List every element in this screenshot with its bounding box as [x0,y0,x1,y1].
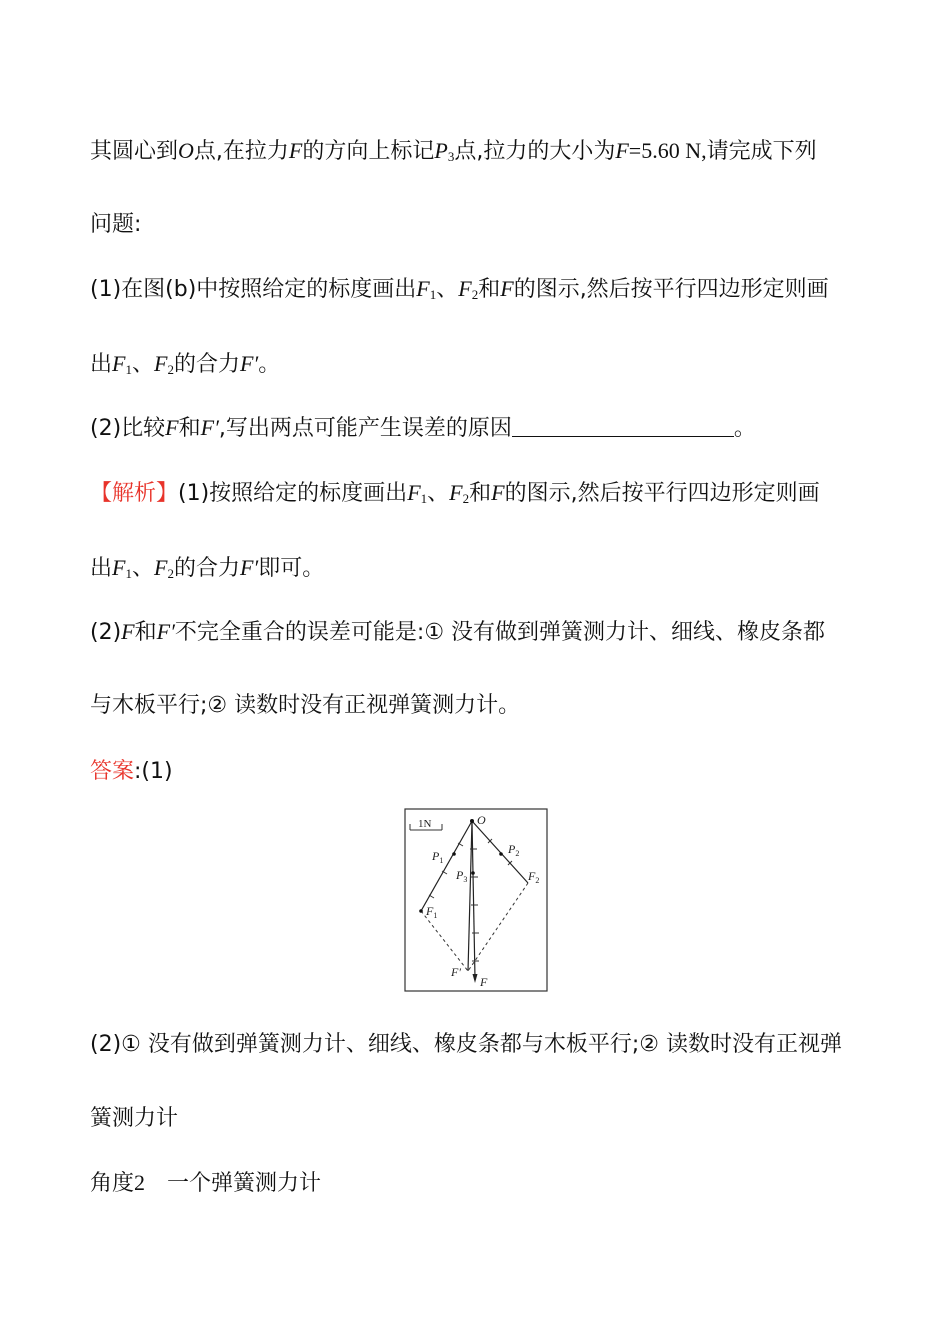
section-heading: 角度2 一个弹簧测力计 [90,1170,322,1196]
analysis-line-4: 与木板平行;② 读数时没有正视弹簧测力计。 [90,693,521,718]
label-f1: $F_1$ [426,904,438,920]
answer-line: 答案:(1) [90,759,173,784]
analysis-tag: 【解析】 [90,481,179,506]
analysis-line-1: 【解析】(1)按照给定的标度画出$F_1$、$F_2$和F的图示,然后按平行四边形定则画 [90,480,820,506]
text-line-2: 问题: [90,212,142,237]
point-o [470,819,474,823]
label-p2: $P_2$ [508,842,520,858]
answer-2-line-1: (2)① 没有做到弹簧测力计、细线、橡皮条都与木板平行;② 读数时没有正视弹 [90,1032,843,1057]
point-p3 [471,871,475,875]
point-f1 [419,909,423,913]
answer-blank[interactable] [512,414,734,437]
text-line-1: 其圆心到O点,在拉力F的方向上标记$P_3$点,拉力的大小为F=5.60 N,请完成下列 [90,138,817,164]
f-arrowhead [473,974,478,983]
label-o: O [477,813,486,827]
f-vector [472,821,475,978]
scale-label: 1N [418,818,432,830]
question-1-cont: 出$F_1$、$F_2$的合力F′。 [90,351,281,377]
label-f2: $F_2$ [528,869,540,885]
answer-2-line-2: 簧测力计 [90,1106,179,1131]
question-2: (2)比较F和F′,写出两点可能产生误差的原因 。 [90,415,756,441]
f2-vector [472,821,528,883]
diagram-frame [405,809,547,991]
label-f-prime: F′ [451,965,461,979]
f1-vector [421,821,472,911]
force-diagram [404,808,548,992]
resultant-vector [468,821,472,971]
question-1: (1)在图(b)中按照给定的标度画出$F_1$、$F_2$和F的图示,然后按平行四边形定则画 [90,276,829,302]
dashed-side-1 [421,911,468,971]
label-p1: $P_1$ [432,849,444,865]
label-p3: $P_3$ [456,868,468,884]
point-p1 [452,852,456,856]
scale-bar [410,818,442,830]
point-p2 [499,852,503,856]
analysis-line-2: 出$F_1$、$F_2$的合力F′即可。 [90,555,325,581]
label-f: F [480,975,488,989]
dashed-side-2 [468,883,528,971]
answer-tag: 答案 [90,759,135,784]
analysis-line-3: (2)F和F′不完全重合的误差可能是:① 没有做到弹簧测力计、细线、橡皮条都 [90,619,826,645]
